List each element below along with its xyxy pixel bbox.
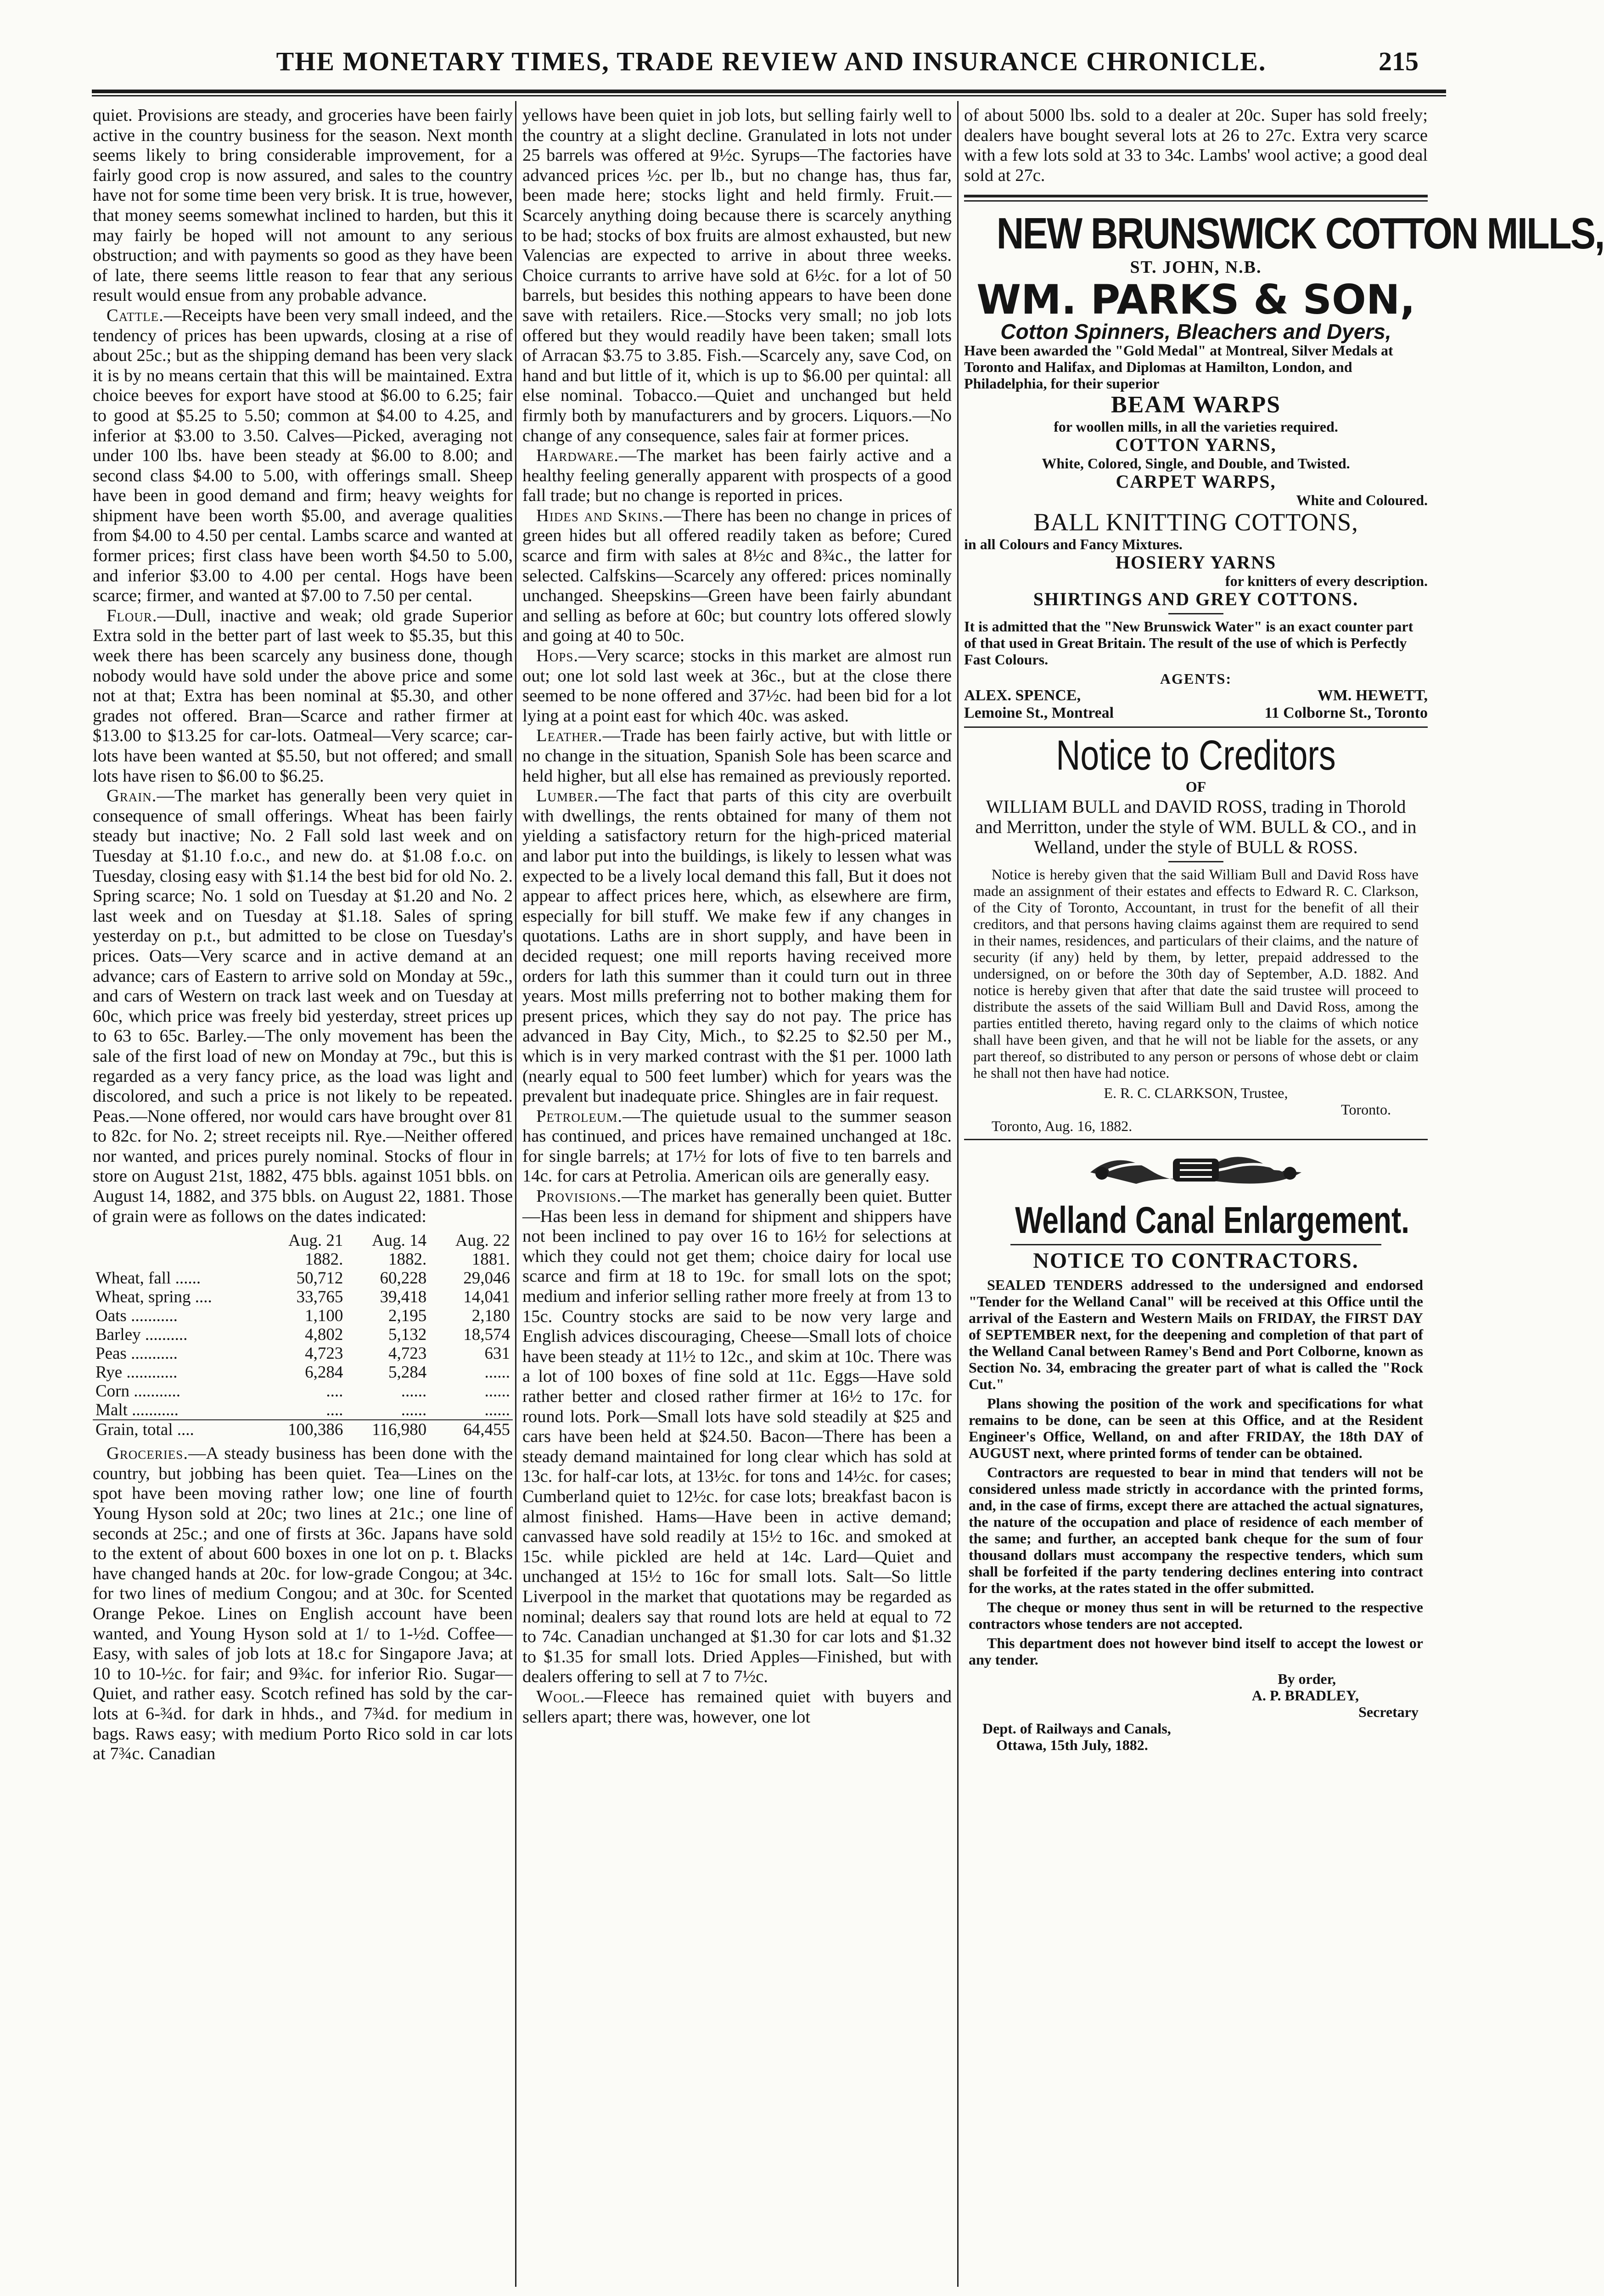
hardware-text: —The market has been fairly active and a healthy feeling generally apparent with prospects of a good fall trade; but no change is reported in prices. — [522, 446, 952, 506]
table-header: Aug. 21 — [288, 1231, 343, 1250]
page-number: 215 — [1379, 46, 1419, 76]
table-row — [93, 1269, 513, 1288]
intro-paragraph: quiet. Provisions are steady, and groceries have been fairly active in the country business for the season. Next month seems likely to bring considerable improvement, for a fairly good crop is now assured, and sales to the country have not for some time been very brisk. It is true, however, that money seems somewhat inclined to harden, but this it may fairly be hoped will not amount to any serious obstruction; and with payments so good as they have been of late, there seems little reason to fear that any serious result would ensue from any probable advance. — [93, 106, 513, 305]
hosiery-yarns: HOSIERY YARNS — [1115, 551, 1277, 573]
notice-of: OF — [1185, 778, 1206, 795]
ball-knitting-sub: in all Colours and Fancy Mixtures. — [964, 535, 1183, 552]
canal-paragraph: Plans showing the position of the work and specifications for what remains to be done, can be seen at this Office, and at the Resident Engineer's Office, Welland, on and after FRIDAY, the 18th DAY of AUGUST next, where printed forms of tender can be obtained. — [969, 1395, 1423, 1462]
table-row — [93, 1325, 513, 1344]
agent-address: Lemoine St., Montreal — [964, 704, 1114, 721]
provisions-paragraph — [522, 1187, 952, 1687]
canal-subtitle: NOTICE TO CONTRACTORS. — [1033, 1249, 1359, 1273]
cattle-paragraph — [93, 306, 513, 606]
table-header: Aug. 22 — [455, 1231, 510, 1250]
table-cell: Corn ........... — [95, 1382, 180, 1401]
table-header: 1881. — [471, 1250, 510, 1269]
leather-paragraph — [522, 726, 952, 786]
section-rule — [964, 1139, 1428, 1140]
by-order: By order, — [1278, 1671, 1336, 1688]
table-year-row — [93, 1250, 513, 1269]
agent-toronto — [1264, 687, 1428, 722]
hardware-paragraph — [522, 446, 952, 506]
section-rule — [964, 195, 1428, 197]
hides-text: —There has been no change in prices of green hides but all offered readily taken as before; Cured scarce and firm with sales at 8½c and 8¾c., the latter for selected. Calfskins—Scarcely any offered: prices nominally unchanged. Sheepskins—Green have been fairly abundant and selling as before at 60c; but country lots offered slowly and going at 40 to 50c. — [522, 506, 952, 646]
page-header — [92, 46, 1446, 87]
flour-text: —Dull, inactive and weak; old grade Superior Extra sold in the better part of last week to $5.35, but this week there has been scarcely any business done, though nobody would have sold under the above price and some not at that; Extra has been nominal at $5.30, and other grades not offered. Bran—Scarce and rather firmer at $13.00 to $13.25 for car-lots. Oatmeal—Very scarce; car-lots have been wanted at $5.50, but not offered; and small lots have risen to $6.00 to $6.25. — [93, 606, 513, 786]
wool-continued: of about 5000 lbs. sold to a dealer at 20c. Super has sold freely; dealers have bought several lots at 26 to 27c. Extra very scarce with a few lots sold at 33 to 34c. Lambs' wool active; a good deal sold at 27c. — [964, 106, 1428, 185]
beam-warps: BEAM WARPS — [1110, 391, 1281, 418]
table-cell: 100,386 — [288, 1420, 343, 1440]
divider — [1168, 613, 1223, 614]
column-divider-2 — [957, 101, 959, 2287]
table-cell: 2,195 — [388, 1306, 427, 1326]
divider — [1168, 861, 1223, 862]
groceries-text: —A steady business has been done with the country, but jobbing has been quiet. Tea—Lines on the spot have been moving rather low; one line of fourth Young Hyson sold at 20c; two lines at 21c.; one line of seconds at 25c.; and one of firsts at 36c. Japans have sold to the extent of about 600 boxes in one lot on p. t. Blacks have changed hands at 20c. for low-grade Congou; at 34c. for two lines of medium Congou; and at 30c. for Scented Orange Pekoe. Lines on English account have been wanted, and Young Hyson sold at 1/ to 1-½d. Coffee—Easy, with sales of job lots at 18.c for Singapore Java; at 10 to 10-½c. for fair; and 9¾c. for inferior Rio. Sugar—Quiet, and rather easy. Scotch refined has sold by the car-lots at 6-¾d. for dark in hhds., and 7¾d. for medium in bags. Raws easy; with medium Porto Rico sold in car lots at 7¾c. Canadian — [93, 1444, 513, 1764]
hops-paragraph — [522, 646, 952, 726]
wool-paragraph — [522, 1687, 952, 1727]
table-header: 1882. — [305, 1250, 343, 1269]
canal-title: Welland Canal Enlargement. — [1015, 1199, 1410, 1242]
beam-warps-sub: for woollen mills, in all the varieties required. — [1054, 418, 1338, 435]
notice-names: WILLIAM BULL and DAVID ROSS, trading in Thorold and Merritton, under the style of WM. BULL & CO., and in Welland, under the style of BULL & ROSS. — [975, 796, 1417, 857]
masthead-title: THE MONETARY TIMES, TRADE REVIEW AND INSURANCE CHRONICLE. — [276, 46, 1267, 76]
cattle-heading: Cattle. — [107, 305, 164, 325]
carpet-warps-sub: White and Coloured. — [1296, 491, 1428, 508]
table-row — [93, 1401, 513, 1420]
shirtings: SHIRTINGS AND GREY COTTONS. — [1033, 588, 1359, 609]
market-report-column-2 — [522, 106, 952, 1727]
table-cell: 29,046 — [463, 1269, 510, 1288]
provisions-text: —The market has generally been quiet. Butter—Has been less in demand for shipment and shippers have not been inclined to pay over 16 to 16½ for selections at which they could not get them; choice dairy for local use scarce and firm at 18 to 19c. for small lots on the spot; medium and inferior selling rather more freely at from 13 to 15c. Country stocks are said to be now very large and English advices discouraging, Cheese—Small lots of choice have been steady at 11½ to 12c., and skim at 10c. There was a lot of 100 boxes of fine sold at 11c. Eggs—Have sold rather better and closed rather firmer at 16½ to 17c. for round lots. Pork—Small lots have sold steadily at $25 and cars have been held at $24.50. Bacon—There has been a steady demand maintained for long clear which has sold at 13c. for half-car lots, at 13½c. for tons and 14½c. for cases; Cumberland quiet to 12½c. for case lots; breakfast bacon is almost finished. Hams—Have been in active demand; canvassed have sold readily at 15½ to 16c. and smoked at 15c. while pickled are held at 14c. Lard—Quiet and unchanged at 15½ to 16c for small lots. Salt—So little Liverpool in the market that quotations may be regarded as nominal; dealers say that round lots are held at equal to 72 to 74c. Canadian unchanged at $1.30 for car lots and $1.32 to $1.35 for small lots. Dried Apples—Finished, but with dealers offering to sell at 7 to 7½c. — [522, 1187, 952, 1687]
market-report-column-1 — [93, 106, 513, 1764]
notice-signature: E. R. C. CLARKSON, Trustee, — [1104, 1084, 1288, 1101]
agent-name: WM. HEWETT, — [1317, 687, 1428, 704]
header-rule — [92, 90, 1446, 93]
notice-body: Notice is hereby given that the said William Bull and David Ross have made an assignment of their estates and effects to Edward R. C. Clarkson, of the City of Toronto, Accountant, in trust for the benefit of all their creditors, and that persons having claims against them are required to send in their names, residences, and particulars of their claims, and the nature of security (if any) held by them, by letter, prepaid addressed to the undersigned, on or before the 30th day of September, A.D. 1882. And notice is hereby given that after that date the said trustee will proceed to distribute the assets of the said William Bull and David Ross, among the parties entitled thereto, having regard only to the claims of which notice shall have been given, and that he will not be liable for the assets, or any part thereof, so distributed to any person or persons of whose debt or claim he shall not then have had notice. — [973, 866, 1419, 1081]
agent-name: ALEX. SPENCE, — [964, 687, 1081, 704]
table-cell: 14,041 — [463, 1288, 510, 1307]
provisions-heading: Provisions. — [536, 1187, 622, 1206]
table-cell: 631 — [484, 1344, 510, 1363]
creditors-notice — [964, 732, 1428, 1134]
table-cell: 4,723 — [388, 1344, 427, 1363]
table-cell: Malt ........... — [95, 1401, 179, 1420]
table-cell: ...... — [484, 1382, 510, 1401]
ornament-engraving — [1081, 1145, 1311, 1195]
lumber-text: —The fact that parts of this city are overbuilt with dwellings, the rents obtained for many of them not yielding a satisfactory return for the high-priced material and labor put into the buildings, is likely to lessen what was expected to be a lively local demand this fall, But it does not appear to affect prices here, which, as elsewhere are firm, especially for bill stuff. We make few if any changes in quotations. Laths are in short supply, and have been in decided request; one mill reports having received more orders for lath this summer than it could turn out in three years. Most mills preferring not to bother making them for present prices, which they say do not pay. The price has advanced in Bay City, Mich., to $2.25 to $2.50 per M., which is in very marked contrast with the $1 per. 1000 lath (nearly equal to 500 feet lumber) which for years was the prevalent but inadequate price. Shingles are in fair request. — [522, 786, 952, 1106]
flour-heading: Flour. — [107, 606, 157, 625]
ball-knitting: BALL KNITTING COTTONS, — [1033, 508, 1358, 536]
table-cell: 50,712 — [296, 1269, 343, 1288]
table-cell: 64,455 — [463, 1420, 510, 1440]
department: Dept. of Railways and Canals, — [982, 1720, 1171, 1737]
hops-heading: Hops. — [536, 646, 578, 666]
section-rule — [964, 726, 1428, 728]
table-cell: 39,418 — [380, 1288, 427, 1307]
agent-address: 11 Colborne St., Toronto — [1264, 704, 1428, 721]
grain-text: —The market has generally been very quiet in consequence of small offerings. Wheat has been fairly steady but inactive; No. 2 Fall sold last week and on Tuesday at $1.10 f.o.c., and new do. at $1.08 f.o.c. on Tuesday, closing easy with $1.14 the best bid for old No. 2. Spring scarce; No. 1 sold on Tuesday at $1.20 and No. 2 last week and on Tuesday at $1.18. Sales of spring yesterday on p.t., but admitted to be close on Tuesday's prices. Oats—Very scarce and in active demand at an advance; cars of Eastern to arrive sold on Monday at 59c., and cars of Western on track last week and on Tuesday at 60c, which price was freely bid yesterday, street prices up to 63 to 65c. Barley.—The only movement has been the sale of the first load of new on Monday at 79c., but this is regarded as a very fancy price, as the load was light and discolored, and such a price is not likely to be repeated. Peas.—None offered, nor would cars have brought over 81 to 82c. for No. 2; street receipts nil. Rye.—Neither offered nor wanted, and prices purely nominal. Stocks of flour in store on August 21st, 1882, 475 bbls. against 1051 bbls. on August 14, 1882, and 375 bbls. on August 22, 1881. Those of grain were as follows on the dates indicated: — [93, 786, 513, 1226]
canal-paragraph: SEALED TENDERS addressed to the undersigned and endorsed "Tender for the Welland Canal" will be received at this Office until the arrival of the Eastern and Western Mails on FRIDAY, the FIRST DAY of SEPTEMBER next, for the deepening and completion of that part of the Welland Canal between Ramey's Bend and Port Colborne, known as Section No. 34, embracing the greater part of what is called the "Rock Cut." — [969, 1277, 1423, 1393]
canal-paragraph: Contractors are requested to bear in mind that tenders will not be considered unless made strictly in accordance with the printed forms, and, in the case of firms, except there are attached the actual signatures, the nature of the occupation and place of residence of each member of the same; and further, an accepted bank cheque for the sum of four thousand dollars must accompany the respective tenders, which sum shall be forfeited if the party tendering declines entering into contract for the works, at the rates stated in the offer submitted. — [969, 1464, 1423, 1597]
table-cell: .... — [326, 1382, 343, 1401]
water-text: It is admitted that the "New Brunswick Water" is an exact counter part of that used in Great Britain. The result of the use of which is Perfectly Fast Colours. — [964, 618, 1413, 668]
table-cell: 5,132 — [388, 1325, 427, 1345]
table-header: Aug. 14 — [371, 1231, 427, 1250]
hops-text: —Very scarce; stocks in this market are almost run out; one lot sold last week at 36c., but at the close there seemed to be none offered and 37½c. had been bid for a lot lying at a point east for which 40c. was asked. — [522, 646, 952, 726]
firm-name: WM. PARKS & SON, — [976, 276, 1415, 323]
table-row — [93, 1363, 513, 1382]
table-cell: Wheat, fall ...... — [95, 1269, 201, 1288]
table-header-row — [93, 1231, 513, 1250]
petroleum-text: —The quietude usual to the summer season has continued, and prices have remained unchanged at 18c. for single barrels; at 17½ for lots of five to ten barrels and 14c. for cars at Petrolia. American oils are generally easy. — [522, 1106, 952, 1186]
divider — [1010, 1244, 1381, 1245]
table-cell: 4,723 — [305, 1344, 343, 1363]
cattle-text: —Receipts have been very small indeed, and the tendency of prices has been upwards, closing at a rise of about 25c.; but as the shipping demand has been very slack it is by no means certain that this will be maintained. Extra choice beeves for export have stood at $6.00 to 6.25; fair to good at $5.25 to 5.50; common at $4.00 to 4.25, and inferior at $3.00 to 3.50. Calves—Picked, averaging not under 100 lbs. have been steady at $6.00 to 8.00; and second class $4.00 to 5.00, with offerings small. Sheep have been in good demand and firm; heavy weights for shipment have been worth $5.00, and average qualities from $4.00 to 4.50 per cental. Lambs scarce and wanted at former prices; first class have been worth $4.50 to 5.00, and inferior $3.00 to 4.00 per cental. Hogs have been scarce; firmer, and wanted at $7.00 to 7.50 per cental. — [93, 305, 513, 606]
table-cell: Barley .......... — [95, 1325, 188, 1345]
advertisement-column — [964, 106, 1604, 1754]
table-cell: Oats ........... — [95, 1306, 178, 1326]
table-cell: 4,802 — [305, 1325, 343, 1345]
hides-paragraph — [522, 506, 952, 646]
groceries-heading: Groceries. — [107, 1444, 188, 1463]
cotton-mills-advertisement — [964, 209, 1604, 721]
table-cell: ...... — [401, 1382, 427, 1401]
notice-date: Toronto, Aug. 16, 1882. — [992, 1117, 1133, 1134]
table-cell: Peas ........... — [95, 1344, 178, 1363]
lumber-paragraph — [522, 786, 952, 1107]
table-header — [93, 1231, 262, 1250]
cotton-yarns: COTTON YARNS, — [1115, 434, 1277, 455]
table-cell: 18,574 — [463, 1325, 510, 1345]
table-cell: 60,228 — [380, 1269, 427, 1288]
table-cell: Rye ............ — [95, 1363, 178, 1382]
table-cell: 2,180 — [471, 1306, 510, 1326]
grain-stocks-table — [93, 1231, 513, 1439]
ad-title: NEW BRUNSWICK COTTON MILLS, — [996, 209, 1604, 259]
signer-title: Secretary — [1358, 1704, 1419, 1721]
table-cell: .... — [326, 1401, 343, 1420]
table-cell: ...... — [401, 1401, 427, 1420]
hides-heading: Hides and Skins. — [536, 506, 664, 525]
leather-text: —Trade has been fairly active, but with little or no change in the situation, Spanish Sole has been scarce and held higher, but all else has remained as previously reported. — [522, 726, 952, 786]
table-row — [93, 1344, 513, 1363]
petroleum-paragraph — [522, 1107, 952, 1187]
table-cell: 6,284 — [305, 1363, 343, 1382]
column-divider-1 — [515, 101, 516, 2287]
hosiery-yarns-sub: for knitters of every description. — [1225, 572, 1428, 589]
table-row — [93, 1288, 513, 1306]
signer-name: A. P. BRADLEY, — [1251, 1687, 1359, 1704]
agents-label: AGENTS: — [1160, 670, 1232, 687]
table-cell: 33,765 — [296, 1288, 343, 1307]
table-cell: ...... — [484, 1401, 510, 1420]
table-cell: Wheat, spring .... — [95, 1288, 212, 1307]
header-rule-thin — [92, 95, 1446, 96]
agents-row — [964, 687, 1428, 722]
canal-paragraph: This department does not however bind itself to accept the lowest or any tender. — [969, 1635, 1423, 1668]
petroleum-heading: Petroleum. — [536, 1106, 623, 1126]
welland-canal-advertisement — [964, 1145, 1428, 1754]
ad-location: ST. JOHN, N.B. — [1130, 258, 1262, 277]
grain-paragraph — [93, 786, 513, 1227]
hardware-heading: Hardware. — [536, 446, 619, 466]
table-cell: 116,980 — [372, 1420, 427, 1440]
carpet-warps: CARPET WARPS, — [1116, 471, 1276, 492]
table-header — [93, 1250, 262, 1269]
agent-montreal — [964, 687, 1114, 722]
table-total-row — [93, 1420, 513, 1439]
grain-heading: Grain. — [107, 786, 157, 806]
table-header: 1882. — [388, 1250, 427, 1269]
notice-signature-place: Toronto. — [1341, 1101, 1391, 1118]
table-cell: 5,284 — [388, 1363, 427, 1382]
lumber-heading: Lumber. — [536, 786, 599, 806]
groceries-paragraph — [93, 1444, 513, 1764]
firm-trade: Cotton Spinners, Bleachers and Dyers, — [1000, 319, 1391, 343]
table-row — [93, 1382, 513, 1401]
department-date: Ottawa, 15th July, 1882. — [996, 1737, 1148, 1754]
flour-paragraph — [93, 606, 513, 786]
leather-heading: Leather. — [536, 726, 603, 746]
table-cell: 1,100 — [305, 1306, 343, 1326]
notice-title: Notice to Creditors — [1056, 732, 1336, 779]
table-cell: ...... — [484, 1363, 510, 1382]
groceries-continued: yellows have been quiet in job lots, but selling fairly well to the country at a slight decline. Granulated in lots not under 25 barrels was offered at 9½c. Syrups—The factories have advanced prices ½c. per lb., but no change has, thus far, been made here; stocks light and held firmly. Fruit.—Scarcely anything doing because there is scarcely anything to be had; stocks of box fruits are almost exhausted, but new Valencias are expected to arrive in about three weeks. Choice currants to arrive have sold at 6½c. for a lot of 50 barrels, but besides this nothing appears to have been done save with retailers. Rice.—Stocks very small; no job lots offered but they would readily have been taken; small lots of Arracan $3.75 to 3.85. Fish.—Scarcely any, save Cod, on hand and but little of it, which is up to $6.00 per quintal: all else nominal. Tobacco.—Quiet and unchanged but held firmly both by manufacturers and by grocers. Liquors.—No change of any consequence, sales fair at former prices. — [522, 106, 952, 445]
section-rule-thin — [964, 200, 1428, 202]
canal-paragraph: The cheque or money thus sent in will be returned to the respective contractors whose tenders are not accepted. — [969, 1599, 1423, 1632]
wool-heading: Wool. — [536, 1687, 585, 1706]
cotton-yarns-sub: White, Colored, Single, and Double, and Twisted. — [1042, 455, 1350, 472]
table-row — [93, 1306, 513, 1325]
table-cell: Grain, total .... — [95, 1420, 194, 1440]
awards-text: Have been awarded the "Gold Medal" at Montreal, Silver Medals at Toronto and Halifax, and Diplomas at Hamilton, London, and Philadelphia, for their superior — [964, 342, 1393, 392]
wool-text: —Fleece has remained quiet with buyers and sellers apart; there was, however, one lot — [522, 1687, 952, 1727]
